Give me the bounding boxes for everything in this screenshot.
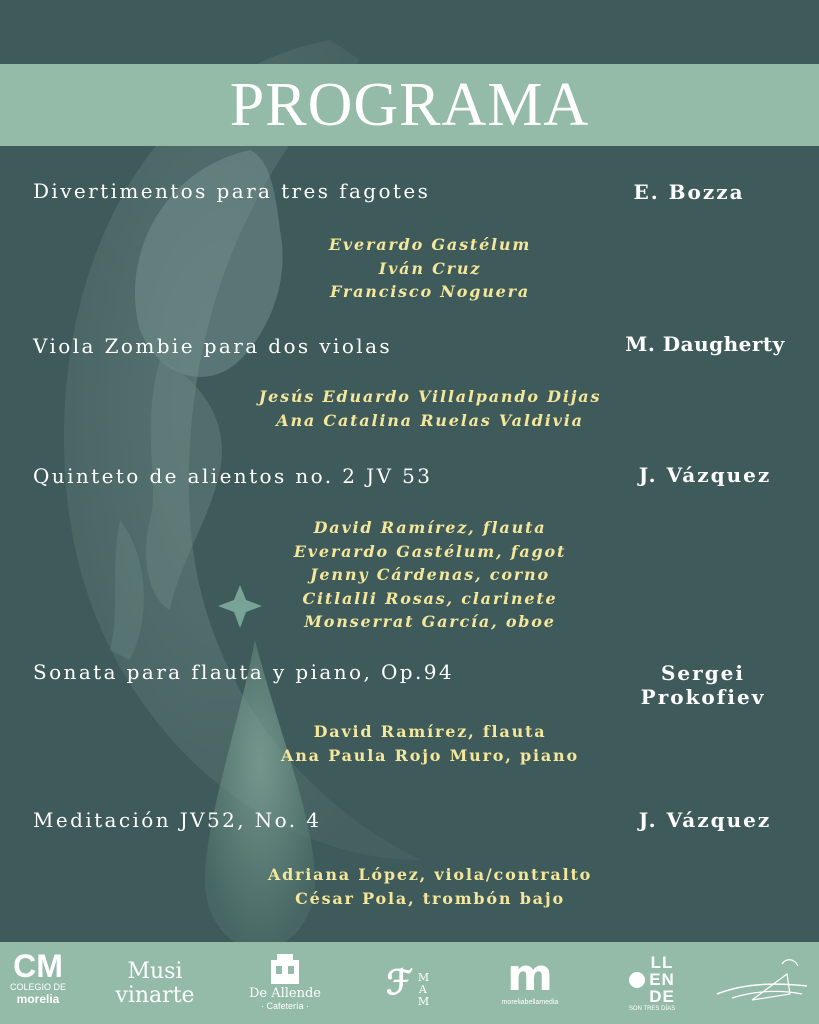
musivinarte-part2: vinarte [115, 983, 195, 1008]
page-title: PROGRAMA [229, 71, 590, 139]
allende-logo [612, 942, 692, 1024]
composer-last-name: Prokofiev [640, 685, 766, 709]
cm-monogram-icon: CM [13, 948, 63, 984]
deallende-sub: · Cafetería · [260, 1001, 309, 1011]
deallende-cafeteria-logo [240, 942, 330, 1024]
building-icon [265, 950, 305, 986]
colegio-morelia-logo [4, 942, 72, 1024]
piece-title: Viola Zombie para dos violas [33, 334, 393, 358]
performer: Monserrat García, oboe [304, 612, 556, 631]
moreliabellamedia-text: moreliabellamedia [501, 999, 559, 1006]
cm-line2: morelia [16, 992, 60, 1006]
performer-list [150, 863, 710, 910]
allende-part2: EN [649, 970, 675, 989]
deallende-name: De Allende [248, 986, 322, 1001]
composer-name: J. Vázquez [638, 463, 772, 487]
performer: Jenny Cárdenas, corno [310, 565, 550, 584]
performer-list [150, 233, 710, 304]
dot-icon [629, 972, 645, 988]
allende-tagline: SON TRES DÍAS [628, 1006, 676, 1012]
piece-title: Divertimentos para tres fagotes [33, 179, 431, 203]
m-glyph-icon: m [507, 950, 553, 1001]
composer-name: J. Vázquez [638, 808, 772, 832]
boat-lineart-logo [712, 942, 812, 1024]
composer-name: E. Bozza [633, 180, 745, 204]
allende-part3: DE [649, 987, 675, 1006]
composer-name [603, 661, 803, 709]
fam-glyph-icon: ℱ [386, 963, 413, 1003]
performer: Francisco Noguera [329, 282, 530, 301]
musivinarte-logo [100, 942, 210, 1024]
performer-list [150, 516, 710, 634]
performer: Ana Catalina Ruelas Valdivia [276, 410, 584, 430]
cm-line1: COLEGIO DE [9, 982, 66, 992]
performer: David Ramírez, flauta [313, 722, 547, 741]
composer-first-name: Sergei [660, 661, 745, 685]
performer-list [150, 385, 710, 432]
performer: Ana Paula Rojo Muro, piano [281, 745, 579, 765]
piece-title: Quinteto de alientos no. 2 JV 53 [33, 464, 433, 488]
performer: Jesús Eduardo Villalpando Dijas [258, 387, 602, 406]
fam-letters: M A M [417, 970, 430, 1008]
performer: Iván Cruz [378, 258, 482, 278]
performer: Everardo Gastélum [328, 235, 532, 254]
allende-part1: LL [650, 953, 674, 972]
musivinarte-part1: Musi [127, 959, 183, 984]
boat-icon [712, 954, 812, 1014]
moreliabellamedia-logo [490, 942, 570, 1024]
performer: Everardo Gastélum, fagot [293, 541, 567, 561]
piece-title: Meditación JV52, No. 4 [33, 808, 322, 832]
performer: Citlalli Rosas, clarinete [302, 588, 558, 608]
performer: César Pola, trombón bajo [295, 888, 565, 908]
fam-logo [372, 942, 442, 1024]
performer: David Ramírez, flauta [313, 518, 547, 537]
piece-title: Sonata para flauta y piano, Op.94 [33, 660, 454, 684]
performer: Adriana López, viola/contralto [267, 865, 593, 884]
composer-name: M. Daugherty [625, 332, 785, 356]
performer-list [150, 720, 710, 767]
